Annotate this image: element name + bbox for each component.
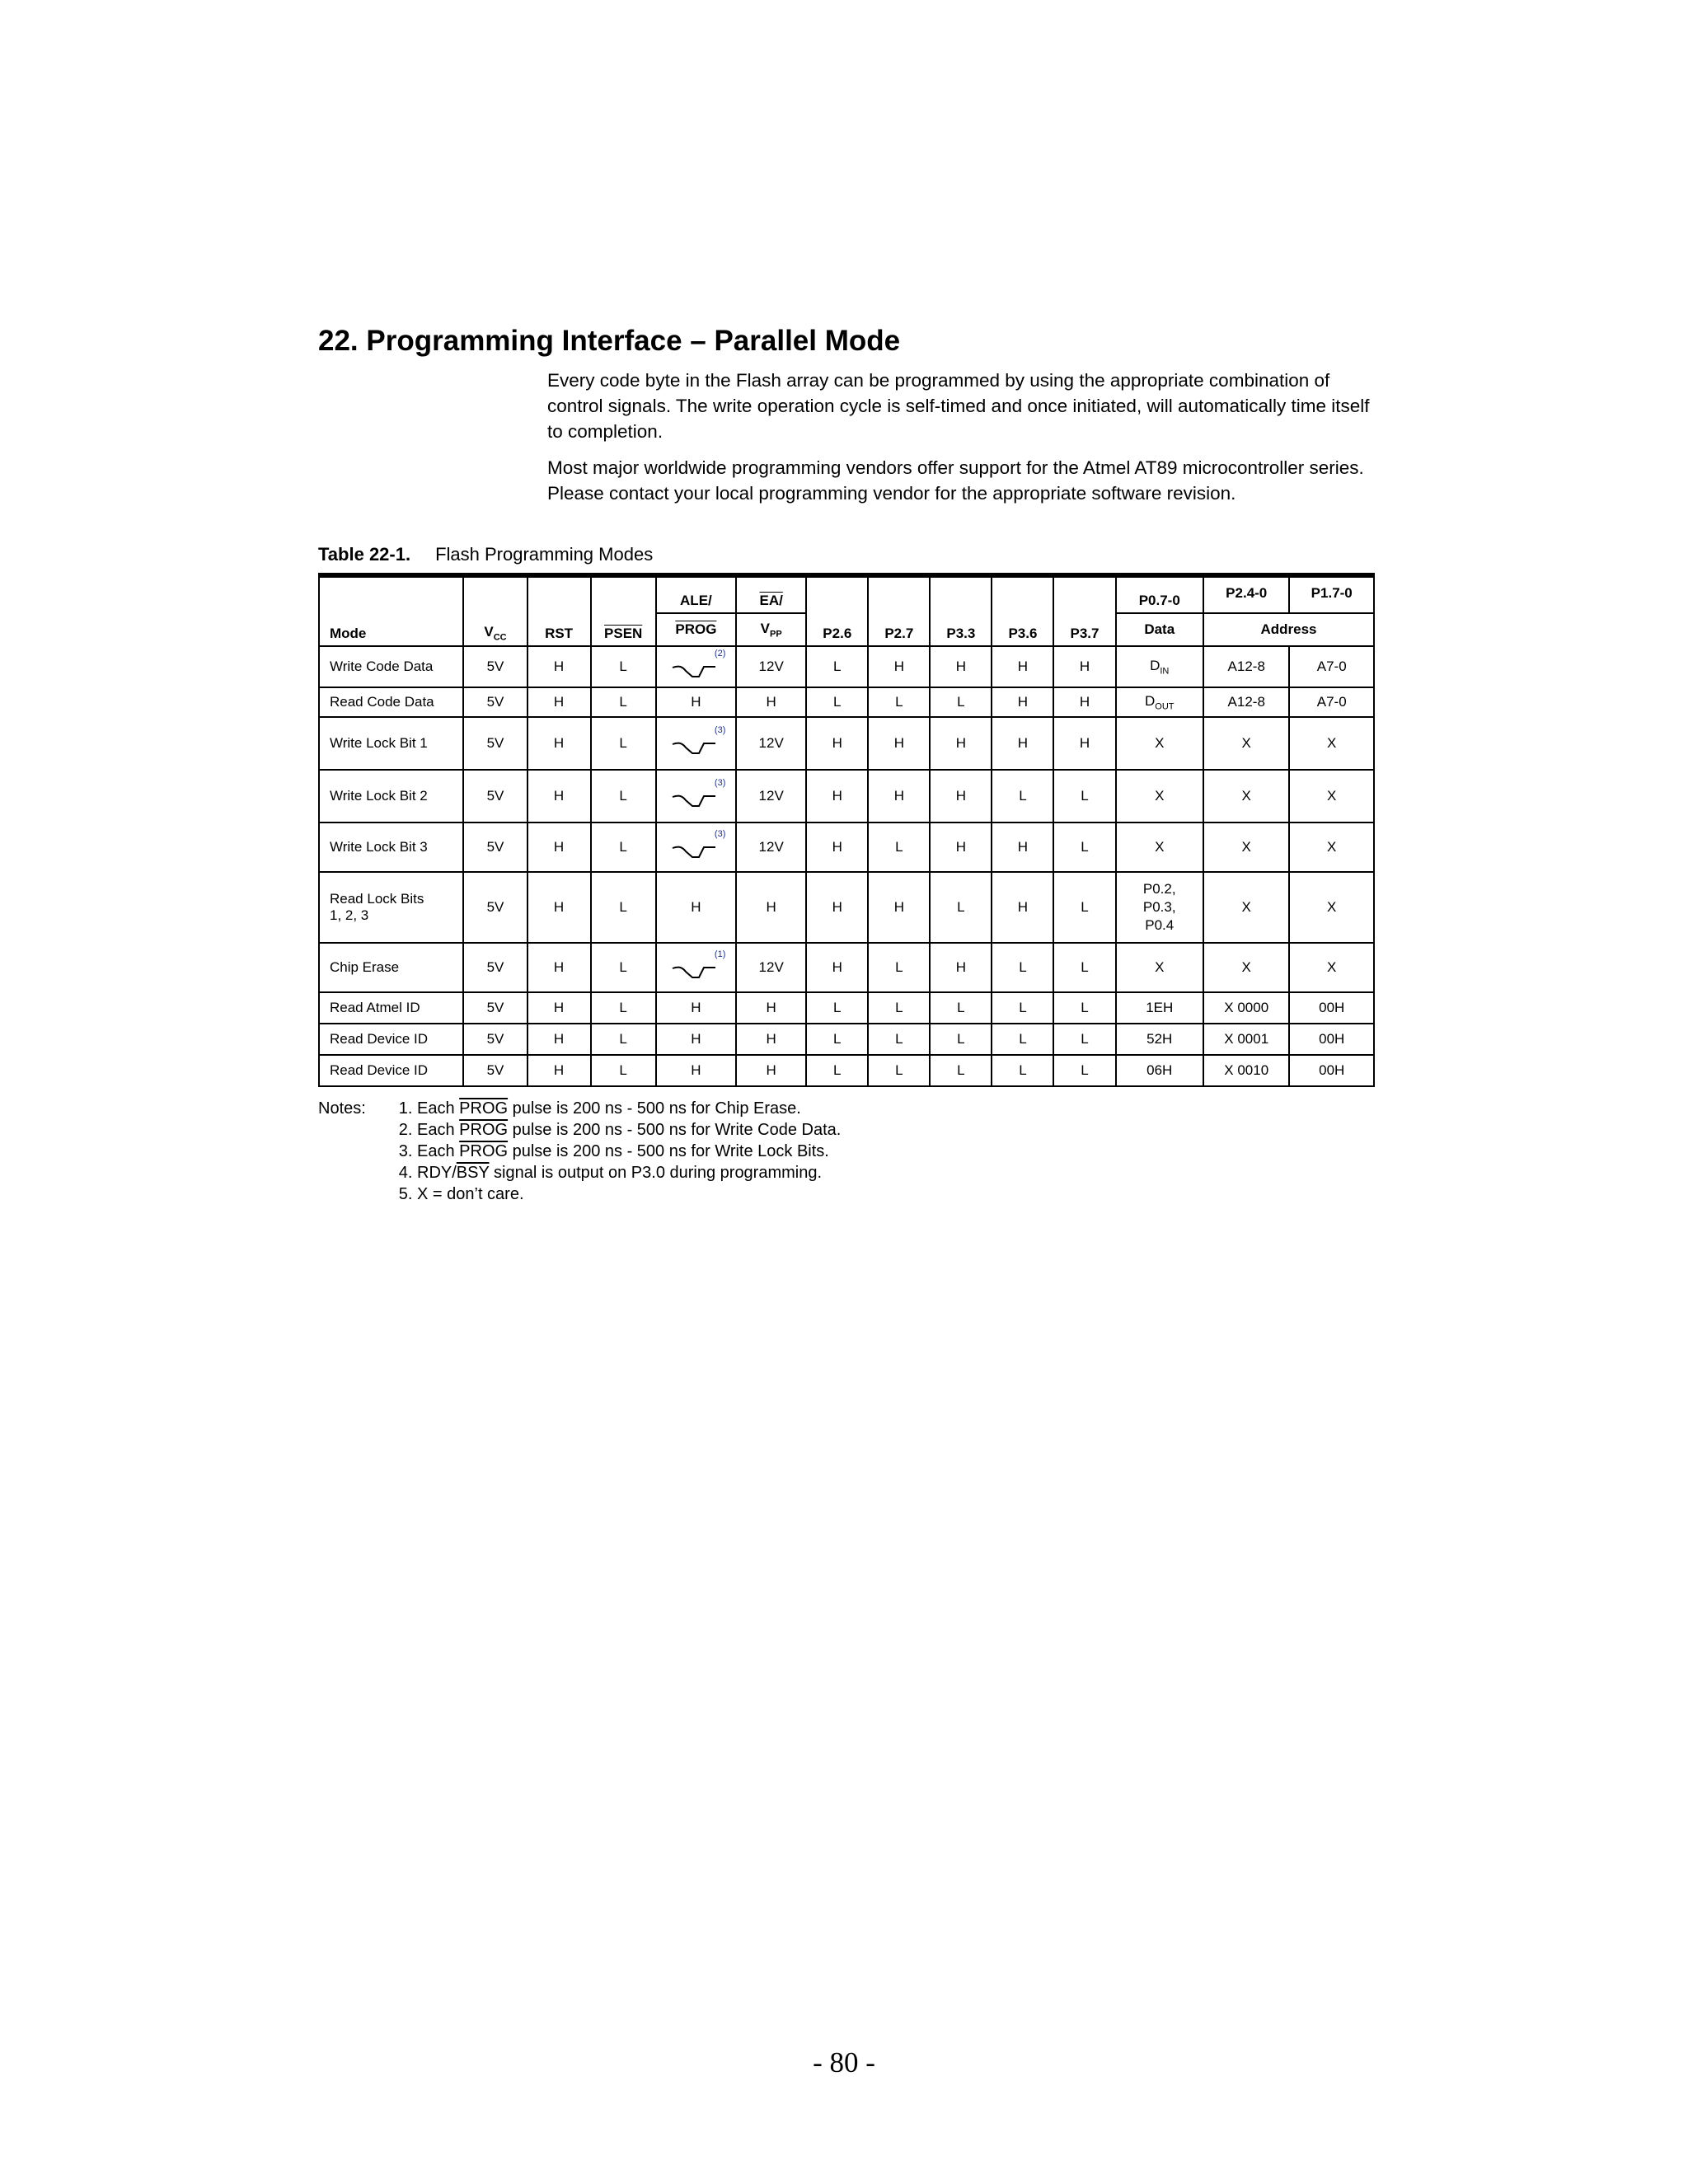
cell-p24: X: [1203, 770, 1289, 823]
notes-label: Notes:: [318, 1099, 366, 1118]
cell-p26: L: [806, 992, 868, 1024]
cell-ale: H: [656, 872, 736, 943]
vendor-paragraph: Most major worldwide programming vendors offer support for the Atmel AT89 microcontroller series. Please contact your local programming vendor for the appropriate software revision.: [547, 457, 1364, 504]
cell-data: X: [1116, 943, 1203, 992]
cell-p17: X: [1289, 872, 1374, 943]
table-row: [319, 823, 1374, 872]
cell-mode: Write Code Data: [319, 646, 463, 687]
cell-ale: H: [656, 992, 736, 1024]
cell-p37: L: [1053, 1024, 1115, 1055]
cell-rst: H: [528, 770, 591, 823]
cell-rst: H: [528, 992, 591, 1024]
cell-p26: L: [806, 1055, 868, 1086]
cell-p17: A7-0: [1289, 687, 1374, 717]
cell-p24: X 0000: [1203, 992, 1289, 1024]
cell-p36: H: [992, 872, 1053, 943]
cell-data: X: [1116, 770, 1203, 823]
cell-ea: H: [736, 872, 806, 943]
prog-pulse-icon: [671, 778, 723, 811]
cell-ale-pulse: [656, 823, 736, 872]
cell-p27: H: [868, 872, 930, 943]
cell-p33: L: [930, 1055, 992, 1086]
cell-ea: 12V: [736, 770, 806, 823]
table-row: [319, 1055, 1374, 1086]
cell-p27: H: [868, 646, 930, 687]
cell-mode: Read Atmel ID: [319, 992, 463, 1024]
table-row: [319, 992, 1374, 1024]
cell-p27: L: [868, 687, 930, 717]
cell-p36: L: [992, 1024, 1053, 1055]
cell-data: $D_{OUT}$: [1116, 687, 1203, 717]
cell-data: P0.2, P0.3, P0.4: [1116, 872, 1203, 943]
table-body: [319, 646, 1374, 1086]
cell-p33: H: [930, 770, 992, 823]
prog-pulse-icon: [671, 949, 723, 982]
header-p27: P2.7: [868, 575, 930, 646]
cell-p17: X: [1289, 770, 1374, 823]
cell-p37: H: [1053, 687, 1115, 717]
footnote-ref: ( 1 ): [715, 949, 725, 959]
note-item: 5. X = don’t care.: [417, 1183, 1076, 1205]
header-prog: PROG: [656, 613, 736, 646]
cell-p36: H: [992, 687, 1053, 717]
cell-data: X: [1116, 823, 1203, 872]
table-row: [319, 1024, 1374, 1055]
cell-p36: L: [992, 770, 1053, 823]
cell-psen: L: [591, 872, 656, 943]
table-title: Flash Programming Modes: [435, 544, 654, 565]
cell-ea: 12V: [736, 943, 806, 992]
cell-p37: L: [1053, 943, 1115, 992]
footnote-ref: ( 3 ): [715, 829, 725, 839]
prog-pulse-icon: [671, 649, 723, 682]
cell-ale: H: [656, 687, 736, 717]
cell-p24: A12-8: [1203, 646, 1289, 687]
cell-p33: H: [930, 717, 992, 770]
note-item: 1. Each PROG pulse is 200 ns - 500 ns for Chip Erase.: [417, 1098, 1076, 1119]
cell-p37: L: [1053, 1055, 1115, 1086]
cell-rst: H: [528, 646, 591, 687]
cell-ea: H: [736, 1024, 806, 1055]
header-data: Data: [1116, 613, 1203, 646]
cell-ale-pulse: [656, 943, 736, 992]
cell-vcc: 5V: [463, 943, 527, 992]
cell-p33: L: [930, 687, 992, 717]
footnote-ref: ( 3 ): [715, 778, 725, 788]
cell-vcc: 5V: [463, 872, 527, 943]
cell-psen: L: [591, 646, 656, 687]
cell-mode: Chip Erase: [319, 943, 463, 992]
cell-p33: H: [930, 646, 992, 687]
header-p26: P2.6: [806, 575, 868, 646]
flash-programming-modes-table: [318, 573, 1375, 1087]
note-item: 4. RDY/$\overline{BSY}$ signal is output on P3.0 during programming.: [417, 1162, 1076, 1183]
cell-rst: H: [528, 1055, 591, 1086]
header-p33: P3.3: [930, 575, 992, 646]
cell-p37: L: [1053, 770, 1115, 823]
cell-p33: L: [930, 1024, 992, 1055]
section-heading: 22. Programming Interface – Parallel Mode: [318, 325, 901, 357]
table-row: [319, 687, 1374, 717]
header-ale: ALE/: [656, 575, 736, 613]
cell-p36: H: [992, 823, 1053, 872]
cell-ale: H: [656, 1024, 736, 1055]
cell-p37: H: [1053, 717, 1115, 770]
cell-p24: X: [1203, 717, 1289, 770]
cell-mode: Read Device ID: [319, 1055, 463, 1086]
table-caption: [318, 544, 653, 565]
cell-data: 06H: [1116, 1055, 1203, 1086]
cell-p17: X: [1289, 943, 1374, 992]
footnote-ref: ( 3 ): [715, 725, 725, 735]
cell-p17: X: [1289, 717, 1374, 770]
cell-p36: L: [992, 992, 1053, 1024]
cell-p24: X 0010: [1203, 1055, 1289, 1086]
cell-p27: L: [868, 992, 930, 1024]
cell-p26: L: [806, 646, 868, 687]
cell-p33: L: [930, 872, 992, 943]
cell-ale-pulse: [656, 770, 736, 823]
header-psen: PSEN: [591, 575, 656, 646]
cell-psen: L: [591, 1055, 656, 1086]
cell-p26: H: [806, 943, 868, 992]
cell-p26: L: [806, 687, 868, 717]
cell-mode: Write Lock Bit 3: [319, 823, 463, 872]
cell-ale-pulse: [656, 717, 736, 770]
cell-p24: X 0001: [1203, 1024, 1289, 1055]
page-number: - 80 -: [813, 2046, 875, 2079]
header-p17: P1.7-0: [1289, 575, 1374, 613]
cell-p27: H: [868, 770, 930, 823]
cell-p36: L: [992, 943, 1053, 992]
cell-mode: Write Lock Bit 1: [319, 717, 463, 770]
note-item: 2. Each PROG pulse is 200 ns - 500 ns for Write Code Data.: [417, 1119, 1076, 1141]
cell-p17: A7-0: [1289, 646, 1374, 687]
cell-rst: H: [528, 717, 591, 770]
cell-p27: L: [868, 1024, 930, 1055]
header-vpp: $V_{PP}$: [736, 613, 806, 646]
table-row: [319, 943, 1374, 992]
cell-ea: 12V: [736, 717, 806, 770]
header-vcc: $V_{CC}$: [463, 575, 527, 646]
cell-ea: 12V: [736, 646, 806, 687]
cell-p26: H: [806, 872, 868, 943]
table-row: [319, 872, 1374, 943]
cell-ale-pulse: [656, 646, 736, 687]
cell-rst: H: [528, 687, 591, 717]
cell-p33: H: [930, 943, 992, 992]
cell-p36: H: [992, 646, 1053, 687]
cell-ea: H: [736, 992, 806, 1024]
header-p37: P3.7: [1053, 575, 1115, 646]
header-address: Address: [1203, 613, 1374, 646]
cell-p24: X: [1203, 823, 1289, 872]
cell-data: $D_{IN}$: [1116, 646, 1203, 687]
cell-vcc: 5V: [463, 646, 527, 687]
cell-mode: Read Device ID: [319, 1024, 463, 1055]
cell-p33: H: [930, 823, 992, 872]
header-p07: P0.7-0: [1116, 575, 1203, 613]
cell-rst: H: [528, 823, 591, 872]
cell-ea: H: [736, 687, 806, 717]
prog-pulse-icon: [671, 725, 723, 758]
cell-rst: H: [528, 872, 591, 943]
cell-vcc: 5V: [463, 770, 527, 823]
table-row: [319, 770, 1374, 823]
cell-p17: 00H: [1289, 992, 1374, 1024]
header-mode: Mode: [319, 575, 463, 646]
cell-psen: L: [591, 770, 656, 823]
cell-p37: L: [1053, 992, 1115, 1024]
cell-vcc: 5V: [463, 687, 527, 717]
cell-p37: H: [1053, 646, 1115, 687]
cell-vcc: 5V: [463, 1055, 527, 1086]
cell-ea: H: [736, 1055, 806, 1086]
cell-p27: L: [868, 823, 930, 872]
cell-ale: H: [656, 1055, 736, 1086]
table-row: [319, 646, 1374, 687]
cell-psen: L: [591, 992, 656, 1024]
cell-p26: H: [806, 770, 868, 823]
cell-data: 52H: [1116, 1024, 1203, 1055]
table-label: Table 22-1.: [318, 544, 411, 565]
cell-vcc: 5V: [463, 717, 527, 770]
cell-p27: H: [868, 717, 930, 770]
cell-vcc: 5V: [463, 823, 527, 872]
cell-vcc: 5V: [463, 1024, 527, 1055]
header-rst: RST: [528, 575, 591, 646]
cell-mode: Write Lock Bit 2: [319, 770, 463, 823]
cell-psen: L: [591, 943, 656, 992]
cell-p27: L: [868, 943, 930, 992]
cell-rst: H: [528, 1024, 591, 1055]
cell-data: X: [1116, 717, 1203, 770]
cell-p17: X: [1289, 823, 1374, 872]
cell-psen: L: [591, 717, 656, 770]
cell-vcc: 5V: [463, 992, 527, 1024]
cell-p26: L: [806, 1024, 868, 1055]
footnote-ref: ( 2 ): [715, 649, 725, 658]
cell-p36: H: [992, 717, 1053, 770]
cell-psen: L: [591, 687, 656, 717]
cell-p36: L: [992, 1055, 1053, 1086]
cell-rst: H: [528, 943, 591, 992]
cell-p24: X: [1203, 943, 1289, 992]
intro-paragraph: Every code byte in the Flash array can be programmed by using the appropriate combination of control signals. The write operation cycle is self-timed and once initiated, will automatically time itself to completion.: [547, 370, 1370, 442]
cell-p37: L: [1053, 823, 1115, 872]
header-p24: P2.4-0: [1203, 575, 1289, 613]
cell-p37: L: [1053, 872, 1115, 943]
cell-psen: L: [591, 1024, 656, 1055]
notes-list: [387, 1098, 1076, 1205]
header-p36: P3.6: [992, 575, 1053, 646]
cell-p17: 00H: [1289, 1055, 1374, 1086]
cell-p33: L: [930, 992, 992, 1024]
prog-pulse-icon: [671, 829, 723, 862]
header-ea: EA/: [736, 575, 806, 613]
cell-mode: Read Lock Bits 1, 2, 3: [319, 872, 463, 943]
cell-p24: X: [1203, 872, 1289, 943]
cell-data: 1EH: [1116, 992, 1203, 1024]
cell-p26: H: [806, 823, 868, 872]
cell-psen: L: [591, 823, 656, 872]
cell-p17: 00H: [1289, 1024, 1374, 1055]
cell-p27: L: [868, 1055, 930, 1086]
cell-mode: Read Code Data: [319, 687, 463, 717]
note-item: 3. Each PROG pulse is 200 ns - 500 ns for Write Lock Bits.: [417, 1141, 1076, 1162]
table-row: [319, 717, 1374, 770]
cell-p26: H: [806, 717, 868, 770]
cell-p24: A12-8: [1203, 687, 1289, 717]
cell-ea: 12V: [736, 823, 806, 872]
